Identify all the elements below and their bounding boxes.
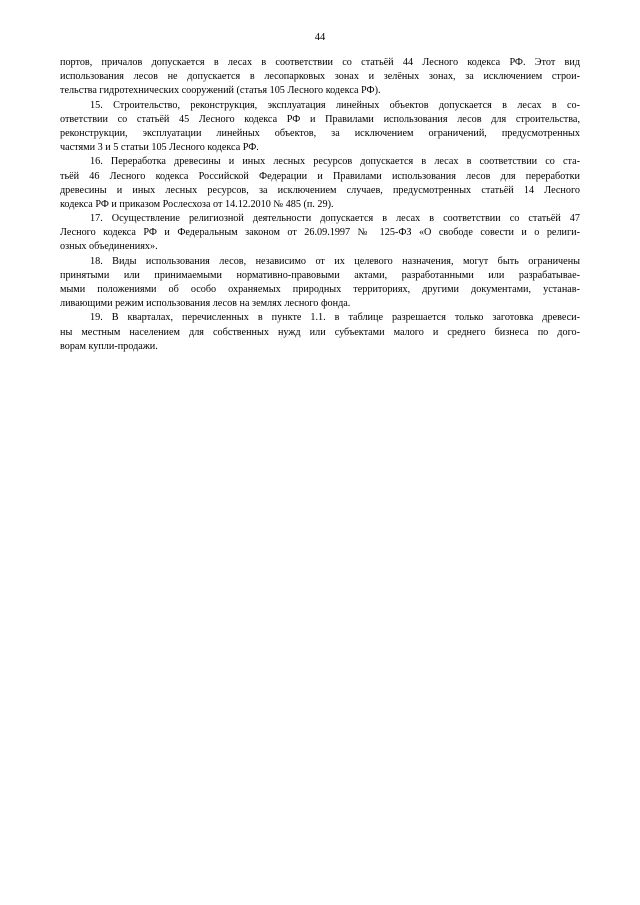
text-line: 15. Строительство, реконструкция, эксплуатация линейных объектов допускается в лесах в со- bbox=[90, 99, 580, 111]
page-number: 44 bbox=[314, 32, 326, 43]
text-line: портов, причалов допускается в лесах в соответствии со статьёй 44 Лесного кодекса РФ. Этот вид bbox=[60, 57, 580, 68]
text-line: принятыми или принимаемыми нормативно-правовыми актами, разработанными или разрабатывае- bbox=[60, 269, 580, 281]
text-line: Лесного кодекса РФ и Федеральным законом от 26.09.1997 № 125-ФЗ «О свободе совести и о религи- bbox=[60, 227, 580, 239]
text-line: частями 3 и 5 статьи 105 Лесного кодекса РФ. bbox=[60, 142, 259, 154]
text-line: тьёй 46 Лесного кодекса Российской Федерации и Правилами использования лесов для переработки bbox=[60, 170, 580, 182]
text-line: мыми положениями об особо охраняемых природных территориях, другими документами, устанав- bbox=[60, 284, 580, 295]
text-line: древесины и иных лесных ресурсов, за исключением случаев, предусмотренных статьёй 14 Лесного bbox=[60, 184, 580, 196]
text-line: использования лесов не допускается в лесопарковых зонах и зелёных зонах, за исключением строи- bbox=[60, 71, 580, 83]
text-line: 17. Осуществление религиозной деятельности допускается в лесах в соответствии со статьёй 47 bbox=[90, 213, 580, 225]
text-line: 18. Виды использования лесов, независимо от их целевого назначения, могут быть ограничены bbox=[90, 255, 580, 267]
text-line: озных объединениях». bbox=[60, 241, 158, 253]
text-line: ворам купли-продажи. bbox=[60, 340, 158, 352]
text-line: ответствии со статьёй 45 Лесного кодекса РФ и Правилами использования лесов для строительства, bbox=[60, 113, 580, 125]
text-line: 19. В кварталах, перечисленных в пункте 1.1. в таблице разрешается только заготовка древеси- bbox=[90, 312, 580, 324]
text-line: кодекса РФ и приказом Рослесхоза от 14.12.2010 № 485 (п. 29). bbox=[60, 198, 334, 210]
text-line: ливающими режим использования лесов на землях лесного фонда. bbox=[60, 298, 351, 310]
text-line: тельства гидротехнических сооружений (статья 105 Лесного кодекса РФ). bbox=[60, 85, 381, 97]
body-text bbox=[60, 56, 580, 354]
text-line: ны местным населением для собственных нужд или субъектами малого и среднего бизнеса по дого- bbox=[60, 326, 580, 338]
text-line: реконструкции, эксплуатации линейных объектов, за исключением ограничений, предусмотренных bbox=[60, 127, 580, 139]
text-line: 16. Переработка древесины и иных лесных ресурсов допускается в лесах в соответствии со ста- bbox=[90, 156, 580, 168]
